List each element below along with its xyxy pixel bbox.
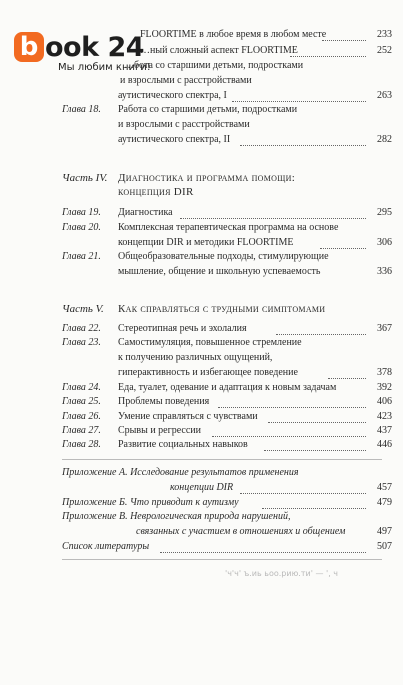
dot-leader [212, 436, 366, 437]
dot-leader [262, 508, 366, 509]
chapter-label: Глава 27. [62, 425, 101, 436]
logo-wordmark: ook 24 [45, 31, 145, 63]
entry-page: 497 [377, 526, 392, 537]
entry-page: 392 [377, 382, 392, 393]
chapter-label: Глава 18. [62, 104, 101, 115]
part-title: Диагностика и программа помощи: [118, 172, 296, 184]
logo-mark: b [14, 32, 44, 62]
entry-page: 233 [377, 29, 392, 40]
entry-text: и взрослыми с расстройствами [120, 75, 252, 86]
entry-page: 437 [377, 425, 392, 436]
entry-text: Развитие социальных навыков [118, 439, 248, 450]
entry-text: Стереотипная речь и эхолалия [118, 323, 247, 334]
entry-text: FLOORTIME в любое время в любом месте [140, 29, 327, 40]
entry-text: Срывы и регрессии [118, 425, 201, 436]
entry-text: …ный сложный аспект FLOORTIME [140, 45, 298, 56]
entry-text: Приложение В. Неврологическая природа нарушений, [62, 511, 291, 522]
chapter-label: Глава 25. [62, 396, 101, 407]
entry-page: 282 [377, 134, 392, 145]
dot-leader [180, 218, 366, 219]
chapter-label: Глава 21. [62, 251, 101, 262]
entry-text: Комплексная терапевтическая программа на основе [118, 222, 339, 233]
bleed-through-text: 'ч'ч' ъ.иь ьоо.рию.ти' — ', ч [225, 569, 339, 578]
dot-leader [276, 334, 366, 335]
entry-page: 507 [377, 541, 392, 552]
entry-text: гиперактивность и избегающее поведение [118, 367, 298, 378]
dot-leader [218, 407, 366, 408]
entry-page: 263 [377, 90, 392, 101]
dot-leader [268, 422, 366, 423]
entry-text: аутистического спектра, I [118, 90, 227, 101]
entry-page: 406 [377, 396, 392, 407]
chapter-label: Глава 26. [62, 411, 101, 422]
entry-text: к получению различных ощущений, [118, 352, 273, 363]
entry-page: 252 [377, 45, 392, 56]
entry-page: 423 [377, 411, 392, 422]
dot-leader [320, 248, 366, 249]
entry-text: Еда, туалет, одевание и адаптация к новым задачам [118, 382, 337, 393]
entry-text: Проблемы поведения [118, 396, 210, 407]
entry-page: 367 [377, 323, 392, 334]
part-label: Часть IV. [62, 172, 108, 184]
chapter-label: Глава 28. [62, 439, 101, 450]
section-divider [62, 559, 382, 560]
entry-text: Умение справляться с чувствами [118, 411, 258, 422]
part-title: концепция DIR [118, 186, 194, 198]
logo-tagline: Мы любим книги! [58, 62, 151, 73]
dot-leader [328, 378, 366, 379]
dot-leader [264, 450, 366, 451]
entry-text: Работа со старшими детьми, подростками [118, 104, 298, 115]
entry-page: 306 [377, 237, 392, 248]
entry-text: концепции DIR и методики FLOORTIME [118, 237, 294, 248]
dot-leader [240, 493, 366, 494]
entry-text: Общеобразовательные подходы, стимулирующие [118, 251, 329, 262]
chapter-label: Глава 24. [62, 382, 101, 393]
dot-leader [160, 552, 366, 553]
part-title: Как справляться с трудными симптомами [118, 303, 326, 315]
entry-text: и взрослыми с расстройствами [118, 119, 250, 130]
entry-text: мышление, общение и школьную успеваемость [118, 266, 321, 277]
entry-page: 457 [377, 482, 392, 493]
entry-text: …бота со старшими детьми, подростками [124, 60, 304, 71]
entry-page: 446 [377, 439, 392, 450]
entry-text: аутистического спектра, II [118, 134, 231, 145]
part-label: Часть V. [62, 303, 104, 315]
entry-text: концепции DIR [170, 482, 234, 493]
dot-leader [322, 40, 366, 41]
entry-page: 479 [377, 497, 392, 508]
entry-text: Самостимуляция, повышенное стремление [118, 337, 302, 348]
chapter-label: Глава 20. [62, 222, 101, 233]
dot-leader [290, 56, 366, 57]
section-divider [62, 459, 382, 460]
entry-text: Приложение Б. Что приводит к аутизму [62, 497, 239, 508]
entry-text: Приложение А. Исследование результатов применения [62, 467, 299, 478]
entry-page: 336 [377, 266, 392, 277]
entry-text: Список литературы [62, 541, 150, 552]
chapter-label: Глава 23. [62, 337, 101, 348]
entry-text: Диагностика [118, 207, 173, 218]
chapter-label: Глава 22. [62, 323, 101, 334]
entry-page: 378 [377, 367, 392, 378]
chapter-label: Глава 19. [62, 207, 101, 218]
entry-page: 295 [377, 207, 392, 218]
dot-leader [232, 101, 366, 102]
entry-text: связанных с участием в отношениях и общением [136, 526, 346, 537]
dot-leader [240, 145, 366, 146]
